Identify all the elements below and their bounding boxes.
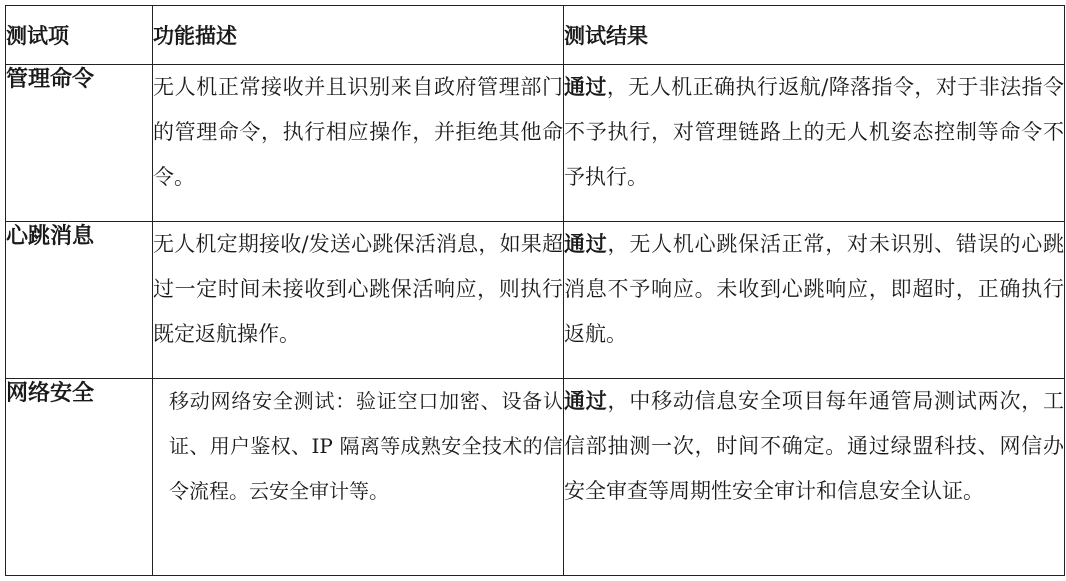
row-description: 无人机定期接收/发送心跳保活消息，如果超过一定时间未接收到心跳保活响应，则执行既定返航操作。 [153, 222, 564, 379]
result-text: ，无人机正确执行返航/降落指令，对于非法指令不予执行，对管理链路上的无人机姿态控制等命令不予执行。 [564, 75, 1065, 189]
table-row [6, 222, 1065, 379]
row-description: 移动网络安全测试：验证空口加密、设备认证、用户鉴权、IP 隔离等成熟安全技术的信令流程。云安全审计等。 [153, 379, 564, 576]
row-result [564, 222, 1065, 379]
table-row [6, 65, 1065, 222]
header-test-item: 测试项 [6, 6, 153, 65]
result-status: 通过 [564, 232, 608, 256]
row-result [564, 379, 1065, 576]
row-item-label: 心跳消息 [6, 222, 153, 379]
result-text: ，中移动信息安全项目每年通管局测试两次，工信部抽测一次，时间不确定。通过绿盟科技、网信办安全审查等周期性安全审计和信息安全认证。 [564, 389, 1064, 503]
row-result [564, 65, 1065, 222]
header-test-result: 测试结果 [564, 6, 1065, 65]
table-row [6, 379, 1065, 576]
result-status: 通过 [564, 75, 607, 99]
row-description: 无人机正常接收并且识别来自政府管理部门的管理命令，执行相应操作，并拒绝其他命令。 [153, 65, 564, 222]
test-results-table [5, 5, 1065, 576]
row-item-label: 管理命令 [6, 65, 153, 222]
result-text: ，无人机心跳保活正常，对未识别、错误的心跳消息不予响应。未收到心跳响应，即超时，正确执行返航。 [564, 232, 1064, 346]
result-status: 通过 [564, 389, 608, 413]
table-header-row [6, 6, 1065, 65]
row-item-label: 网络安全 [6, 379, 153, 576]
header-function-description: 功能描述 [153, 6, 564, 65]
